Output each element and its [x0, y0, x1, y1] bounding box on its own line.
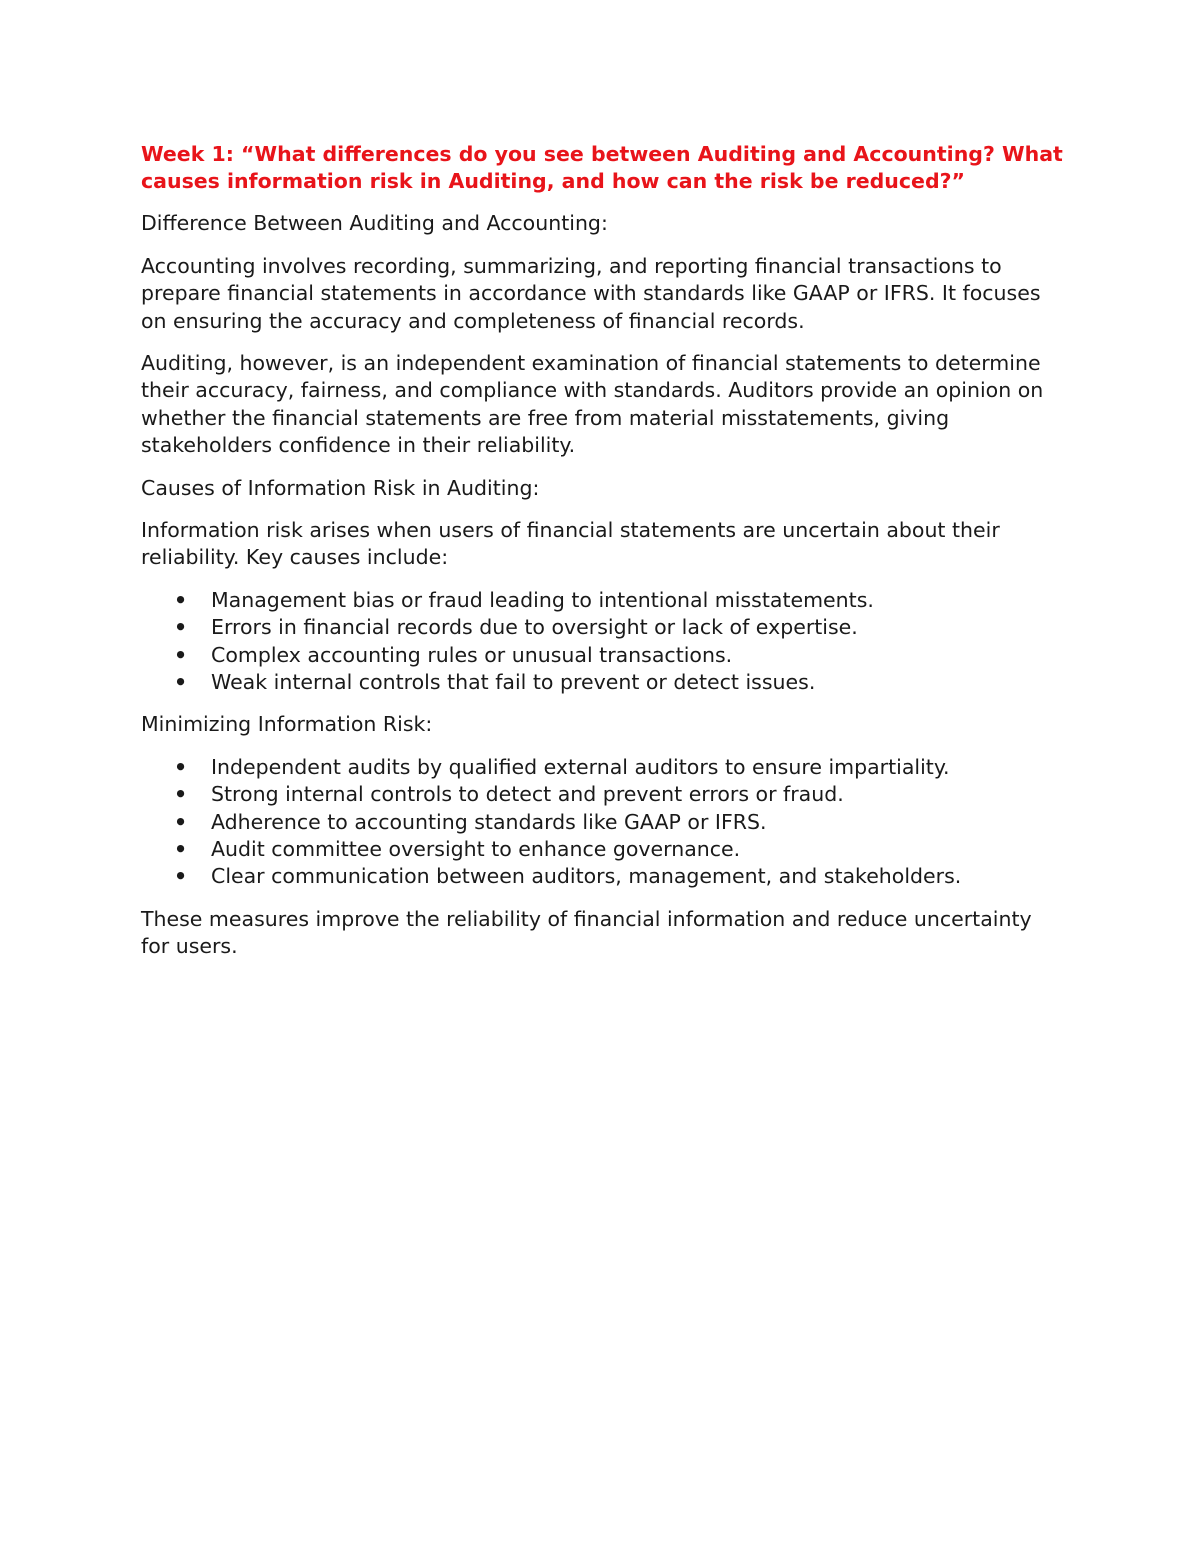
- list-item-text: Complex accounting rules or unusual transactions.: [211, 642, 733, 667]
- list-item-text: Weak internal controls that fail to prevent or detect issues.: [211, 669, 816, 694]
- bullet-icon: •: [174, 588, 188, 613]
- paragraph-conclusion: These measures improve the reliability of financial information and reduce uncertainty for users.: [141, 906, 1032, 958]
- list-item: [141, 754, 1066, 781]
- list-item: [141, 669, 1066, 696]
- bullet-icon: •: [174, 809, 188, 834]
- bullet-icon: •: [174, 669, 188, 694]
- list-item-text: Management bias or fraud leading to intentional misstatements.: [211, 588, 874, 613]
- list-item: [141, 863, 1066, 890]
- list-item: [141, 587, 1066, 614]
- bullet-icon: •: [174, 642, 188, 667]
- paragraph-causes: Information risk arises when users of financial statements are uncertain about their reliability. Key causes include:: [141, 518, 1000, 570]
- list-item: [141, 642, 1066, 669]
- list-item: [141, 614, 1066, 641]
- bullet-icon: •: [174, 615, 188, 640]
- list-item-text: Strong internal controls to detect and prevent errors or fraud.: [211, 782, 844, 807]
- minimizing-list: [141, 754, 1066, 890]
- heading-difference: Difference Between Auditing and Accounting:: [141, 211, 608, 236]
- bullet-icon: •: [174, 755, 188, 780]
- heading-causes: Causes of Information Risk in Auditing:: [141, 475, 540, 500]
- document-body: [141, 141, 1066, 976]
- causes-list: [141, 587, 1066, 696]
- list-item-text: Independent audits by qualified external auditors to ensure impartiality.: [211, 755, 950, 780]
- bullet-icon: •: [174, 782, 188, 807]
- bullet-icon: •: [174, 836, 188, 861]
- paragraph-accounting: Accounting involves recording, summarizing, and reporting financial transactions to prepare financial statements in accordance with standards like GAAP or IFRS. It focuses on ensuring the accuracy and completeness of financial records.: [141, 254, 1041, 333]
- list-item: [141, 781, 1066, 808]
- list-item: [141, 809, 1066, 836]
- list-item-text: Audit committee oversight to enhance governance.: [211, 836, 741, 861]
- document-title: Week 1: “What differences do you see between Auditing and Accounting? What causes information risk in Auditing, and how can the risk be reduced?”: [141, 142, 1063, 194]
- list-item-text: Errors in financial records due to oversight or lack of expertise.: [211, 615, 858, 640]
- heading-minimizing: Minimizing Information Risk:: [141, 712, 433, 737]
- paragraph-auditing: Auditing, however, is an independent examination of financial statements to determine their accuracy, fairness, and compliance with standards. Auditors provide an opinion on whether the financial statements are free from material misstatements, giving stakeholders confidence in their reliability.: [141, 351, 1044, 457]
- list-item-text: Clear communication between auditors, management, and stakeholders.: [211, 863, 962, 888]
- list-item-text: Adherence to accounting standards like GAAP or IFRS.: [211, 809, 767, 834]
- bullet-icon: •: [174, 863, 188, 888]
- list-item: [141, 836, 1066, 863]
